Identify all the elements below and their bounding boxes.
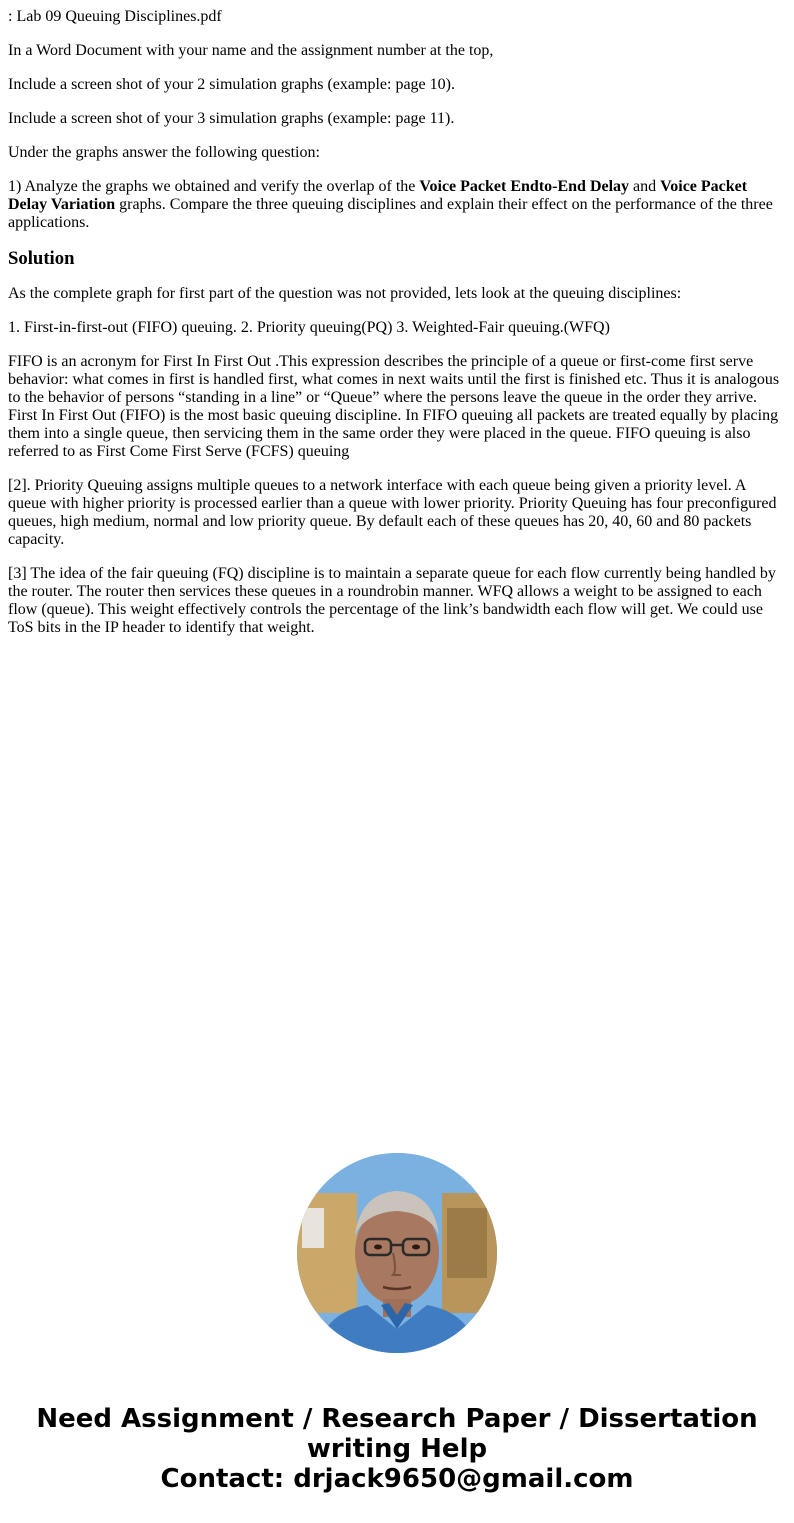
promo-line-2: writing Help [306,1434,488,1464]
solution-paragraph-priority: [2]. Priority Queuing assigns multiple queues to a network interface with each queue being given a priority level. A queue with higher priority is processed earlier than a queue with lower priority. Priority Queuing has four preconfigured queues, high medium, normal and low priority queue. By default each of these queues has 20, 40, 60 and 80 packets capacity. [8,477,777,548]
question-suffix: graphs. Compare the three queuing disciplines and explain their effect on the performance of the three applications. [8,196,773,231]
solution-heading: Solution [8,248,75,269]
file-title: : Lab 09 Queuing Disciplines.pdf [8,8,222,25]
instruction-step-2: Include a screen shot of your 3 simulation graphs (example: page 11). [8,110,455,127]
solution-paragraph-2: 1. First-in-first-out (FIFO) queuing. 2. Priority queuing(PQ) 3. Weighted-Fair queuing.(WFQ) [8,319,610,336]
question-middle: and [629,178,661,195]
question-bold-2: Voice Packet Delay Variation [8,178,748,213]
question-bold-1: Voice Packet Endto-End Delay [419,178,630,195]
avatar [297,1153,497,1353]
intro-paragraph: In a Word Document with your name and the assignment number at the top, [8,42,494,59]
question-paragraph [8,178,786,232]
question-prefix: 1) Analyze the graphs we obtained and verify the overlap of the [8,178,420,195]
instruction-step-3: Under the graphs answer the following question: [8,144,320,161]
instruction-step-1: Include a screen shot of your 2 simulation graphs (example: page 10). [8,76,455,93]
document-body [8,8,786,653]
promo-line-1: Need Assignment / Research Paper / Dissertation [36,1404,758,1434]
solution-paragraph-1: As the complete graph for first part of the question was not provided, lets look at the queuing disciplines: [8,285,682,302]
promo-contact: Contact: drjack9650@gmail.com [160,1464,634,1494]
solution-paragraph-fifo: FIFO is an acronym for First In First Out .This expression describes the principle of a queue or first-come first serve behavior: what comes in first is handled first, what comes in next waits until the first is finished etc. Thus it is analogous to the behavior of persons “standing in a line” or “Queue” where the persons leave the queue in the order they arrive. First In First Out (FIFO) is the most basic queuing discipline. In FIFO queuing all packets are treated equally by placing them into a single queue, then servicing them in the same order they were placed in the queue. FIFO queuing is also referred to as First Come First Serve (FCFS) queuing [8,353,780,460]
promo-banner [0,1404,794,1494]
solution-paragraph-fair-queuing: [3] The idea of the fair queuing (FQ) discipline is to maintain a separate queue for each flow currently being handled by the router. The router then services these queues in a roundrobin manner. WFQ allows a weight to be assigned to each flow (queue). This weight effectively controls the percentage of the link’s bandwidth each flow will get. We could use ToS bits in the IP header to identify that weight. [8,565,776,636]
person-photo-icon [297,1153,497,1353]
